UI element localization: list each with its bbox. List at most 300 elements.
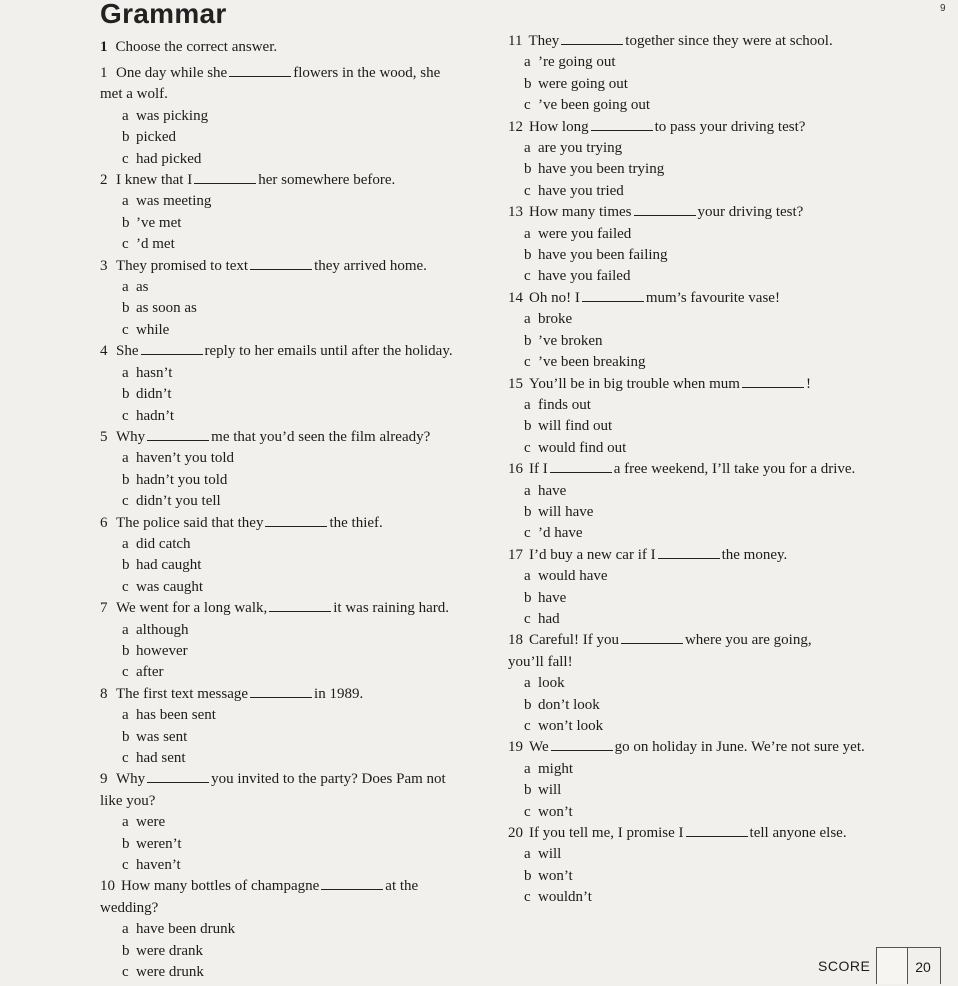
- question-item: [100, 684, 500, 770]
- question-item: [100, 513, 500, 599]
- option-text: will find out: [538, 418, 613, 435]
- question-text-before: They promised to text: [116, 257, 249, 274]
- answer-option[interactable]: [508, 224, 928, 245]
- option-letter: a: [122, 107, 129, 124]
- option-text: had caught: [136, 557, 202, 574]
- question-text-before: I knew that I: [116, 172, 193, 189]
- answer-option[interactable]: [100, 641, 500, 662]
- option-letter: c: [524, 439, 531, 456]
- question-item: [508, 823, 928, 909]
- question-text-before: Why: [116, 428, 146, 445]
- answer-option[interactable]: [100, 812, 500, 833]
- option-letter: c: [524, 97, 531, 114]
- option-text: after: [136, 664, 164, 681]
- score-label: SCORE: [818, 958, 871, 974]
- option-text: while: [136, 321, 170, 338]
- question-stem: [508, 737, 928, 758]
- question-stem: [100, 769, 500, 790]
- question-item: [100, 598, 500, 684]
- answer-option[interactable]: [508, 673, 928, 694]
- option-letter: b: [524, 247, 532, 264]
- question-stem: [100, 341, 500, 362]
- option-text: ’d met: [136, 236, 175, 253]
- option-letter: c: [122, 321, 129, 338]
- question-text-before: You’ll be in big trouble when mum: [529, 375, 740, 392]
- question-item: [508, 202, 928, 288]
- option-letter: a: [122, 707, 129, 724]
- answer-option[interactable]: [100, 491, 500, 512]
- option-text: would have: [538, 568, 608, 585]
- option-text: won’t look: [538, 718, 604, 734]
- question-item: [508, 545, 928, 631]
- option-letter: c: [122, 964, 129, 981]
- answer-option[interactable]: [508, 95, 928, 116]
- answer-blank[interactable]: [551, 738, 613, 751]
- question-text-after: to pass your driving test?: [654, 118, 806, 135]
- question-stem: [508, 459, 928, 480]
- question-number: 11: [508, 33, 523, 49]
- option-letter: c: [122, 750, 129, 766]
- question-text-before: They: [528, 33, 560, 49]
- question-text-before: One day while she: [116, 65, 228, 81]
- option-text: did catch: [136, 535, 191, 552]
- option-letter: a: [524, 568, 531, 585]
- answer-option[interactable]: [508, 802, 928, 823]
- question-text-before: Why: [116, 771, 146, 788]
- option-text: have: [538, 589, 567, 606]
- option-letter: a: [122, 450, 129, 467]
- question-text-continued: met a wolf.: [100, 86, 168, 103]
- option-letter: c: [524, 182, 531, 199]
- option-text: had sent: [136, 750, 186, 766]
- answer-option[interactable]: [508, 309, 928, 330]
- answer-option[interactable]: [100, 384, 500, 405]
- answer-option[interactable]: [508, 887, 928, 908]
- option-letter: b: [122, 129, 130, 146]
- answer-blank[interactable]: [634, 203, 696, 216]
- question-text-after: they arrived home.: [314, 257, 427, 274]
- option-text: was caught: [136, 578, 204, 595]
- question-text-continued: wedding?: [100, 899, 159, 916]
- question-item: [508, 374, 928, 460]
- answer-option[interactable]: [508, 716, 928, 737]
- question-text-continued: like you?: [100, 792, 156, 809]
- option-text: hadn’t: [136, 407, 175, 424]
- question-number: 20: [508, 825, 523, 842]
- question-text-after: a free weekend, I’ll take you for a drive.: [613, 461, 856, 478]
- answer-option[interactable]: [100, 919, 500, 940]
- option-text: ’ve broken: [538, 332, 603, 349]
- answer-option[interactable]: [100, 620, 500, 641]
- answer-blank[interactable]: [658, 546, 720, 559]
- question-text-before: Oh no! I: [529, 289, 580, 306]
- option-letter: a: [524, 311, 531, 328]
- option-text: haven’t you told: [136, 450, 235, 467]
- question-stem: [508, 545, 928, 566]
- exercise-instruction: [100, 39, 277, 56]
- answer-option[interactable]: [508, 866, 928, 887]
- option-text: ’ve met: [136, 214, 182, 231]
- option-text: will: [538, 782, 562, 799]
- option-text: have: [538, 482, 567, 499]
- answer-option[interactable]: [508, 159, 928, 180]
- option-text: wouldn’t: [538, 889, 592, 906]
- option-letter: a: [122, 921, 129, 938]
- answer-blank[interactable]: [591, 118, 653, 131]
- option-text: weren’t: [136, 835, 182, 852]
- answer-option[interactable]: [508, 438, 928, 459]
- answer-blank[interactable]: [147, 428, 209, 441]
- question-item: [508, 459, 928, 545]
- answer-option[interactable]: [508, 181, 928, 202]
- option-text: although: [136, 621, 189, 638]
- option-text: ’re going out: [538, 54, 616, 71]
- question-text-after: mum’s favourite vase!: [645, 289, 780, 306]
- question-number: 8: [100, 685, 108, 702]
- option-letter: a: [122, 814, 129, 831]
- option-text: however: [136, 642, 188, 659]
- question-number: 3: [100, 257, 108, 274]
- answer-option[interactable]: [508, 416, 928, 437]
- question-stem: [508, 630, 928, 651]
- answer-option[interactable]: [100, 277, 500, 298]
- questions-left-column: [100, 63, 500, 983]
- question-text-before: Careful! If you: [529, 632, 619, 649]
- answer-blank[interactable]: [229, 64, 291, 77]
- option-text: hasn’t: [136, 364, 173, 381]
- option-text: finds out: [538, 396, 591, 413]
- question-text-after: go on holiday in June. We’re not sure yet.: [614, 739, 865, 756]
- option-letter: c: [122, 578, 129, 595]
- question-text-after: your driving test?: [697, 204, 804, 221]
- question-number: 16: [508, 461, 523, 478]
- question-stem: [100, 63, 500, 84]
- question-text-before: We went for a long walk,: [116, 600, 268, 617]
- answer-option[interactable]: [100, 834, 500, 855]
- answer-option[interactable]: [508, 331, 928, 352]
- option-text: have you been trying: [538, 161, 665, 178]
- question-text-after: it was raining hard.: [333, 600, 450, 617]
- option-text: ’d have: [538, 525, 583, 542]
- option-letter: c: [524, 268, 531, 285]
- question-item: [100, 876, 500, 983]
- answer-option[interactable]: [100, 705, 500, 726]
- option-letter: b: [122, 557, 130, 574]
- option-text: were drank: [136, 942, 204, 959]
- option-text: have you tried: [538, 182, 624, 199]
- answer-option[interactable]: [508, 266, 928, 287]
- answer-option[interactable]: [100, 855, 500, 876]
- answer-blank[interactable]: [621, 631, 683, 644]
- option-text: will have: [538, 503, 594, 520]
- question-item: [508, 117, 928, 203]
- option-letter: b: [524, 161, 532, 178]
- option-letter: b: [524, 589, 532, 606]
- option-text: hadn’t you told: [136, 471, 228, 488]
- question-number: 17: [508, 546, 523, 563]
- corner-page-number: 9: [940, 3, 946, 14]
- option-letter: a: [122, 621, 129, 638]
- option-letter: b: [122, 642, 130, 659]
- question-number: 18: [508, 632, 523, 649]
- answer-option[interactable]: [100, 727, 500, 748]
- option-text: have been drunk: [136, 921, 236, 938]
- question-number: 7: [100, 600, 108, 617]
- option-letter: b: [524, 696, 532, 713]
- question-item: [100, 256, 500, 342]
- answer-blank[interactable]: [582, 289, 644, 302]
- question-item: [508, 31, 928, 117]
- answer-option[interactable]: [508, 695, 928, 716]
- option-text: have you failed: [538, 268, 631, 285]
- option-text: had picked: [136, 150, 202, 167]
- question-text-before: She: [116, 343, 139, 360]
- exercise-number: 1: [100, 39, 108, 55]
- score-input-box[interactable]: [876, 947, 908, 984]
- answer-blank[interactable]: [141, 342, 203, 355]
- question-text-after: reply to her emails until after the holiday.: [204, 343, 453, 360]
- option-text: has been sent: [136, 707, 216, 724]
- question-text-before: We: [529, 739, 549, 756]
- option-text: will: [538, 846, 562, 863]
- option-letter: b: [524, 332, 532, 349]
- answer-option[interactable]: [100, 941, 500, 962]
- option-letter: b: [122, 728, 130, 745]
- answer-option[interactable]: [100, 127, 500, 148]
- option-letter: a: [524, 760, 531, 777]
- option-letter: b: [122, 471, 130, 488]
- option-text: didn’t: [136, 386, 172, 403]
- question-stem: [508, 823, 928, 844]
- option-text: had: [538, 610, 560, 627]
- option-letter: c: [122, 150, 129, 167]
- option-text: ’ve been breaking: [538, 354, 646, 371]
- option-letter: a: [524, 675, 531, 692]
- option-letter: a: [524, 225, 531, 242]
- answer-option[interactable]: [508, 588, 928, 609]
- question-item: [100, 63, 500, 170]
- question-text-before: How many bottles of champagne: [121, 878, 320, 895]
- option-letter: b: [524, 782, 532, 799]
- answer-blank[interactable]: [194, 171, 256, 184]
- option-text: as soon as: [136, 300, 197, 317]
- question-text-after: me that you’d seen the film already?: [211, 428, 431, 445]
- answer-blank[interactable]: [147, 770, 209, 783]
- option-text: ’ve been going out: [538, 97, 651, 114]
- option-letter: c: [122, 857, 129, 874]
- option-text: don’t look: [538, 696, 600, 713]
- question-item: [508, 288, 928, 374]
- answer-option[interactable]: [100, 149, 500, 170]
- option-letter: b: [524, 418, 532, 435]
- option-letter: a: [524, 396, 531, 413]
- answer-option[interactable]: [508, 609, 928, 630]
- option-text: picked: [136, 129, 176, 146]
- answer-option[interactable]: [508, 759, 928, 780]
- answer-option[interactable]: [508, 395, 928, 416]
- question-text-before: How long: [529, 118, 589, 135]
- answer-option[interactable]: [508, 780, 928, 801]
- answer-blank[interactable]: [686, 824, 748, 837]
- answer-blank[interactable]: [550, 460, 612, 473]
- question-stem: [100, 256, 500, 277]
- option-text: would find out: [538, 439, 627, 456]
- question-number: 15: [508, 375, 523, 392]
- question-text-after: where you are going,: [684, 632, 812, 649]
- question-stem: [100, 684, 500, 705]
- option-letter: b: [122, 214, 130, 231]
- option-text: haven’t: [136, 857, 181, 874]
- answer-option[interactable]: [100, 577, 500, 598]
- option-letter: a: [122, 364, 129, 381]
- score-total: 20: [906, 947, 941, 984]
- answer-option[interactable]: [508, 481, 928, 502]
- option-text: as: [136, 279, 149, 296]
- question-stem: [508, 374, 928, 395]
- question-text-before: The first text message: [116, 685, 249, 702]
- option-text: was sent: [136, 728, 188, 745]
- option-letter: c: [122, 493, 129, 510]
- question-number: 19: [508, 739, 523, 756]
- questions-right-column: [508, 31, 928, 909]
- exercise-instruction-text: Choose the correct answer.: [115, 39, 278, 55]
- answer-option[interactable]: [508, 245, 928, 266]
- question-text-after: !: [805, 375, 811, 392]
- option-letter: b: [122, 942, 130, 959]
- question-number: 5: [100, 428, 108, 445]
- answer-option[interactable]: [100, 406, 500, 427]
- answer-blank[interactable]: [561, 32, 623, 45]
- question-text-before: If I: [529, 461, 548, 478]
- answer-option[interactable]: [508, 566, 928, 587]
- question-text-before: The police said that they: [116, 514, 264, 531]
- option-text: were drunk: [136, 964, 204, 981]
- question-number: 10: [100, 878, 115, 895]
- answer-option[interactable]: [100, 962, 500, 983]
- option-letter: a: [524, 846, 531, 863]
- question-stem: [508, 288, 928, 309]
- question-number: 6: [100, 514, 108, 531]
- page-title: Grammar: [100, 0, 227, 29]
- option-letter: c: [524, 718, 531, 734]
- answer-option[interactable]: [508, 523, 928, 544]
- option-text: are you trying: [538, 140, 623, 157]
- question-stem: [100, 513, 500, 534]
- answer-option[interactable]: [100, 106, 500, 127]
- question-number: 9: [100, 771, 108, 788]
- question-text-after: you invited to the party? Does Pam not: [211, 771, 446, 788]
- answer-blank[interactable]: [250, 685, 312, 698]
- answer-option[interactable]: [100, 191, 500, 212]
- question-text-after: her somewhere before.: [258, 172, 396, 189]
- answer-option[interactable]: [508, 74, 928, 95]
- question-number: 4: [100, 343, 108, 360]
- answer-option[interactable]: [100, 363, 500, 384]
- answer-option[interactable]: [100, 662, 500, 683]
- option-letter: c: [122, 407, 129, 424]
- question-text-after: in 1989.: [314, 685, 364, 702]
- question-stem: [508, 202, 928, 223]
- question-item: [100, 769, 500, 876]
- option-text: was meeting: [136, 193, 212, 210]
- question-item: [508, 630, 928, 737]
- question-text-after: the thief.: [329, 514, 383, 531]
- option-letter: b: [122, 835, 130, 852]
- option-letter: a: [122, 193, 129, 210]
- answer-option[interactable]: [100, 555, 500, 576]
- question-item: [100, 170, 500, 256]
- answer-option[interactable]: [508, 52, 928, 73]
- question-number: 13: [508, 204, 523, 221]
- question-number: 14: [508, 289, 523, 306]
- answer-option[interactable]: [508, 844, 928, 865]
- answer-blank[interactable]: [250, 257, 312, 270]
- answer-option[interactable]: [100, 470, 500, 491]
- answer-blank[interactable]: [321, 877, 383, 890]
- question-text-before: I’d buy a new car if I: [529, 546, 656, 563]
- option-letter: b: [524, 867, 532, 884]
- question-text-after: flowers in the wood, she: [293, 65, 441, 81]
- question-text-after: the money.: [721, 546, 788, 563]
- option-letter: c: [122, 664, 129, 681]
- answer-option[interactable]: [508, 502, 928, 523]
- question-number: 2: [100, 172, 108, 189]
- option-text: were going out: [538, 75, 628, 92]
- question-text-before: How many times: [529, 204, 632, 221]
- option-text: have you been failing: [538, 247, 668, 264]
- option-letter: b: [524, 75, 532, 92]
- option-letter: c: [524, 803, 531, 820]
- answer-blank[interactable]: [742, 375, 804, 388]
- option-text: were: [136, 814, 166, 831]
- question-item: [100, 341, 500, 427]
- option-text: won’t: [538, 867, 573, 884]
- option-letter: a: [524, 54, 531, 71]
- answer-option[interactable]: [508, 138, 928, 159]
- answer-option[interactable]: [508, 352, 928, 373]
- answer-option[interactable]: [100, 298, 500, 319]
- question-stem: [100, 427, 500, 448]
- option-letter: a: [524, 482, 531, 499]
- question-text-before: If you tell me, I promise I: [529, 825, 684, 842]
- option-text: didn’t you tell: [136, 493, 221, 510]
- question-text-after: at the: [385, 878, 419, 895]
- option-text: won’t: [538, 803, 573, 820]
- answer-option[interactable]: [100, 534, 500, 555]
- question-stem: [508, 31, 928, 52]
- option-letter: c: [524, 889, 531, 906]
- answer-blank[interactable]: [269, 599, 331, 612]
- answer-option[interactable]: [100, 234, 500, 255]
- answer-option[interactable]: [100, 748, 500, 769]
- option-text: might: [538, 760, 574, 777]
- question-stem: [100, 876, 500, 897]
- option-letter: a: [122, 535, 129, 552]
- question-text-continued: you’ll fall!: [508, 653, 573, 670]
- option-letter: c: [524, 610, 531, 627]
- answer-option[interactable]: [100, 213, 500, 234]
- option-letter: a: [524, 140, 531, 157]
- answer-option[interactable]: [100, 320, 500, 341]
- question-text-after: tell anyone else.: [749, 825, 847, 842]
- option-letter: b: [122, 386, 130, 403]
- question-item: [508, 737, 928, 823]
- question-number: 1: [100, 65, 108, 81]
- answer-option[interactable]: [100, 448, 500, 469]
- option-letter: c: [524, 525, 531, 542]
- question-text-after: together since they were at school.: [625, 33, 833, 49]
- answer-blank[interactable]: [265, 514, 327, 527]
